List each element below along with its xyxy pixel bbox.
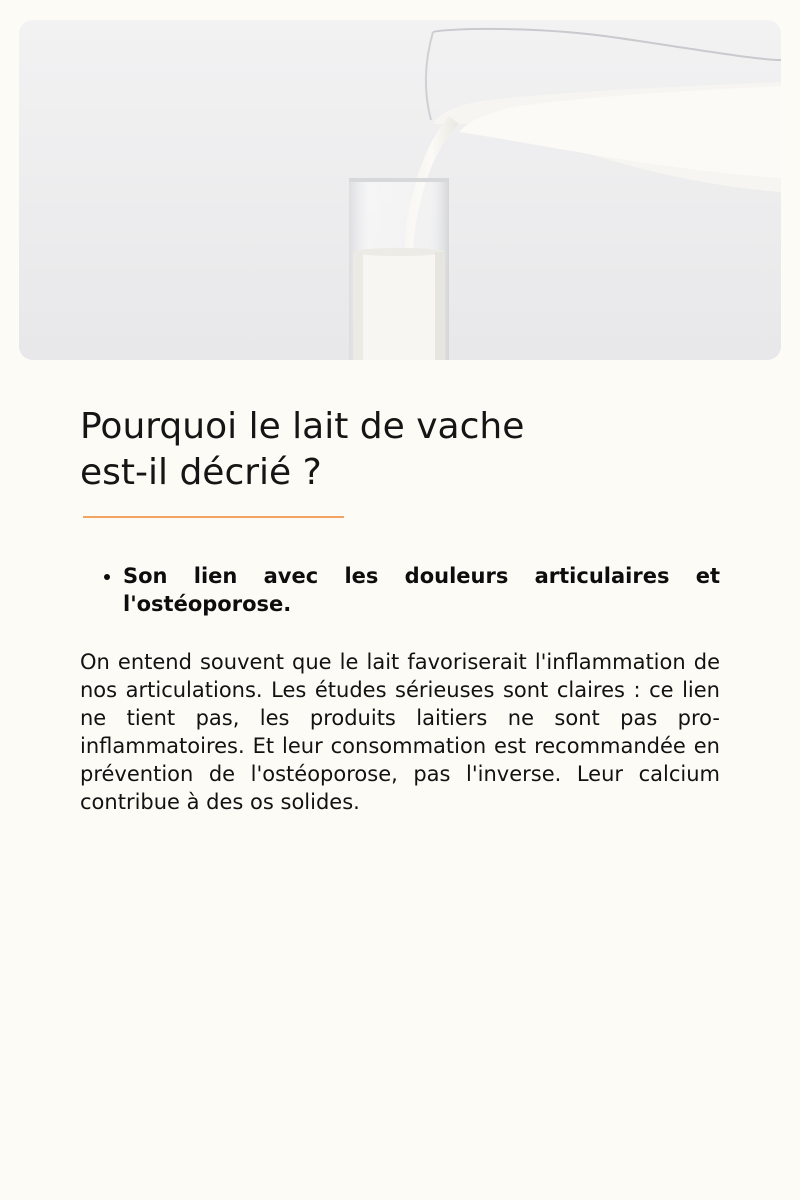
milk-pouring-illustration (19, 20, 781, 360)
title-line-1: Pourquoi le lait de vache (80, 406, 525, 447)
article-paragraph: On entend souvent que le lait favoriserait l'inflammation de nos articulations. Les études sérieuses sont claires : ce lien ne tient pas, les produits laitiers ne sont pas pro-inflammatoires. Et leur consommation est recommandée en prévention de l'ostéoporose, pas l'inverse. Leur calcium contribue à des os solides. (80, 650, 720, 814)
key-point-item: • Son lien avec les douleurs articulaires et l'ostéoporose. (123, 562, 720, 618)
title-divider (83, 516, 344, 518)
key-point-list (80, 562, 720, 618)
hero-image (19, 20, 781, 360)
article-title (80, 404, 720, 496)
title-line-2: est-il décrié ? (80, 452, 322, 493)
